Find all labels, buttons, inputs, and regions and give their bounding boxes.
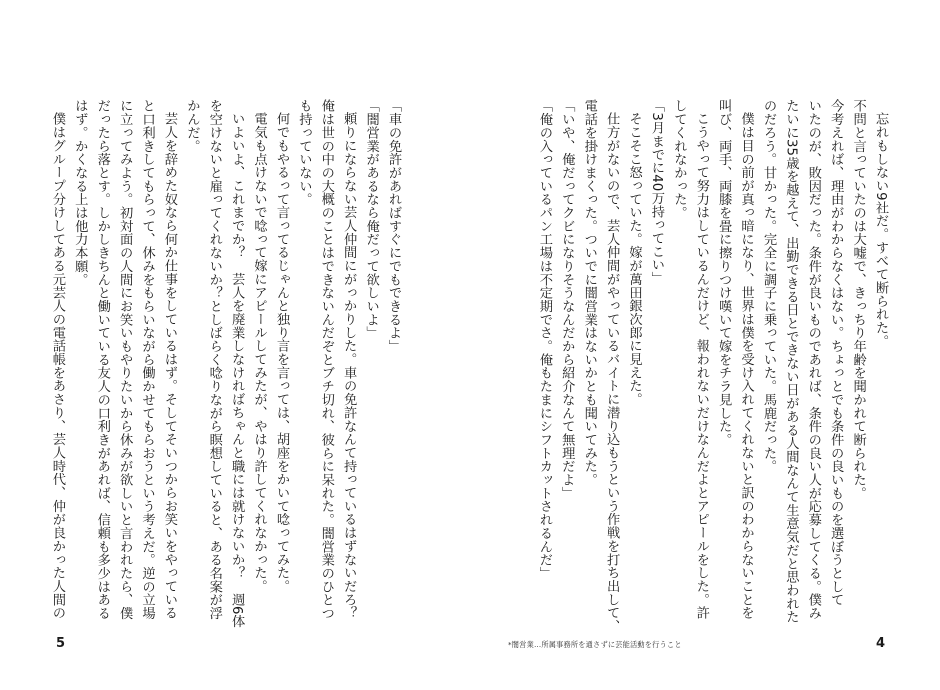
text-line: 俺は世の中の大概のことはできないんだぞとブチ切れ、彼らに呆れた。闇営業のひとつ <box>318 99 334 620</box>
text-line: かんだ。 <box>184 99 200 153</box>
text-line: 仕方がないので、芸人仲間がやっているバイトに潜り込もうという作戦を打ち出して、 <box>604 112 620 633</box>
text-line: 忘れもしない9社だ。すべて断られた。 <box>873 112 888 348</box>
text-line: いよいよ、これまでか？ 芸人を廃業しなければちゃんと職には就けないか？ 週6体 <box>229 112 245 629</box>
text-line: と口利きしてもらって、休みをもらいながら働かせてもらおうという考えだ。逆の立場 <box>139 99 155 620</box>
left-page-body <box>46 99 405 629</box>
text-line: 「車の免許があればすぐにでもできるよ」 <box>386 99 401 353</box>
text-line: そこそこ怒っていた。嫁が萬田銀次郎に見えた。 <box>626 112 642 406</box>
text-line: だったら落とす。しかしきちんと働いている友人の口利きがあれば、信頼も多少はある <box>94 99 110 620</box>
text-line: 「いや、俺だってクビになりそうなんだから紹介なんて無理だよ」 <box>559 99 575 500</box>
text-line: を空けないと雇ってくれないか？としばらく唸りながら瞑想していると、ある名案が浮 <box>206 99 222 620</box>
right-page <box>470 0 940 690</box>
text-line: 電話を掛けまくった。ついでに闇営業はないかとも聞いてみた。 <box>581 99 597 487</box>
text-line: こうやって努力はしているんだけど、報われないだけなんだよとアピールをした。許 <box>693 112 709 620</box>
text-line: 電気も点けないで唸って嫁にアピールしてみたが、やはり許してくれなかった。 <box>251 112 267 593</box>
text-line: も持っていない。 <box>296 99 312 206</box>
page-number: 4 <box>876 636 886 651</box>
text-line: 何でもやるって言ってるじゃんと独り言を言っては、胡座をかいて唸ってみた。 <box>273 112 289 593</box>
text-line: 僕はグループ分けしてある元芸人の電話帳をあさり、芸人時代、仲が良かった人間の <box>49 112 65 620</box>
text-line: 「闇営業があるなら俺だって欲しいよ」 <box>363 99 379 340</box>
text-line: に立ってみよう。初対面の人間にお笑いもやりたいから休みが欲しいと言われたら、僕 <box>117 99 133 620</box>
text-line: 「俺の入っているパン工場は不定期でさ。俺もたまにシフトカットされるんだ」 <box>536 99 552 580</box>
text-line: はず。かくなる上は他力本願。 <box>72 99 88 286</box>
text-line: 頼りにならない芸人仲間にがっかりした。車の免許なんて持っているはずないだろ？ <box>341 112 357 620</box>
text-line: 叫び、両手、両膝を畳に擦りつけ嘆いて嫁をチラ見した。 <box>716 99 732 447</box>
footnote: *闇営業…所属事務所を通さずに芸能活動を行うこと <box>508 640 682 649</box>
text-line: たいに35歳を越えて、出勤できる日とできない日がある人間なんて生意気だと思われた <box>783 99 799 624</box>
text-line: 不問と言っていたのは大嘘で、きっちり年齢を聞かれて断られた。 <box>850 99 866 500</box>
page-number: 5 <box>56 636 66 651</box>
text-line: 今考えれば、理由がわからなくはない。ちょっとでも条件の良いものを選ぼうとして <box>828 99 844 607</box>
text-line: 僕は目の前が真っ暗になり、世界は僕を受け入れてくれないと訳のわからないことを <box>738 112 754 620</box>
text-line: 芸人を辞めた奴なら何か仕事をしているはず。そしてそいつからお笑いをやっている <box>161 112 177 620</box>
text-line: 「3月までに40万持ってこい」 <box>648 99 664 285</box>
right-page-body <box>533 99 892 633</box>
text-line: のだろう。甘かった。完全に調子に乗っていた。馬鹿だった。 <box>760 99 776 473</box>
text-line: してくれなかった。 <box>671 99 687 220</box>
text-line: いたのが、敗因だった。条件が良いものであれば、条件の良い人が応募してくる。僕み <box>805 99 821 620</box>
